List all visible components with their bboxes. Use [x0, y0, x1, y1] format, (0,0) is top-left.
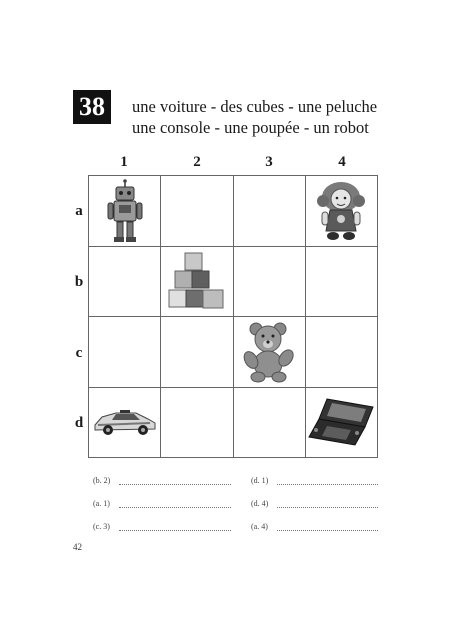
row-header-a: a [75, 203, 83, 219]
cell-a3 [234, 176, 306, 247]
picture-grid [88, 175, 378, 458]
answer-blank[interactable] [277, 530, 378, 531]
answer-blank[interactable] [119, 484, 231, 485]
cell-c3 [234, 317, 306, 388]
column-header-3: 3 [265, 154, 273, 170]
column-header-1: 1 [120, 154, 128, 170]
cell-b1 [89, 247, 161, 318]
row-header-b: b [74, 274, 84, 290]
cell-c1 [89, 317, 161, 388]
answer-blank[interactable] [277, 507, 378, 508]
cell-a4 [306, 176, 378, 247]
cell-d4 [306, 388, 378, 459]
answer-line-a1 [93, 499, 110, 508]
robot-icon [105, 179, 145, 243]
word-list-line-2: une console - une poupée - un robot [132, 118, 369, 137]
word-list [132, 96, 377, 138]
cell-d1 [89, 388, 161, 459]
answer-code: (a. 4) [251, 522, 268, 531]
cell-b4 [306, 247, 378, 318]
toy-car-icon [92, 405, 158, 439]
row-header-d: d [74, 415, 84, 431]
cell-b2 [161, 247, 233, 318]
answer-code: (d. 4) [251, 499, 269, 508]
game-console-icon [307, 397, 375, 447]
exercise-number: 38 [73, 90, 111, 124]
answer-line-b2 [93, 476, 110, 485]
answer-line-d1 [251, 476, 268, 485]
column-header-4: 4 [338, 154, 346, 170]
answer-line-c3 [93, 522, 110, 531]
cell-b3 [234, 247, 306, 318]
cell-c2 [161, 317, 233, 388]
answer-code: (b. 2) [93, 476, 111, 485]
answer-blank[interactable] [277, 484, 378, 485]
page-number: 42 [73, 542, 82, 552]
cell-c4 [306, 317, 378, 388]
answer-line-d4 [251, 499, 268, 508]
answer-code: (c. 3) [93, 522, 110, 531]
row-header-c: c [75, 345, 83, 361]
teddy-bear-icon [243, 321, 295, 383]
cell-a1 [89, 176, 161, 247]
cell-d3 [234, 388, 306, 459]
cell-d2 [161, 388, 233, 459]
answer-code: (a. 1) [93, 499, 110, 508]
answer-blank[interactable] [119, 530, 231, 531]
doll-icon [313, 179, 369, 243]
column-header-2: 2 [193, 154, 201, 170]
answer-blank[interactable] [119, 507, 231, 508]
word-list-line-1: une voiture - des cubes - une peluche [132, 97, 378, 116]
blocks-icon [168, 251, 226, 311]
answer-code: (d. 1) [251, 476, 269, 485]
answer-line-a4 [251, 522, 268, 531]
cell-a2 [161, 176, 233, 247]
